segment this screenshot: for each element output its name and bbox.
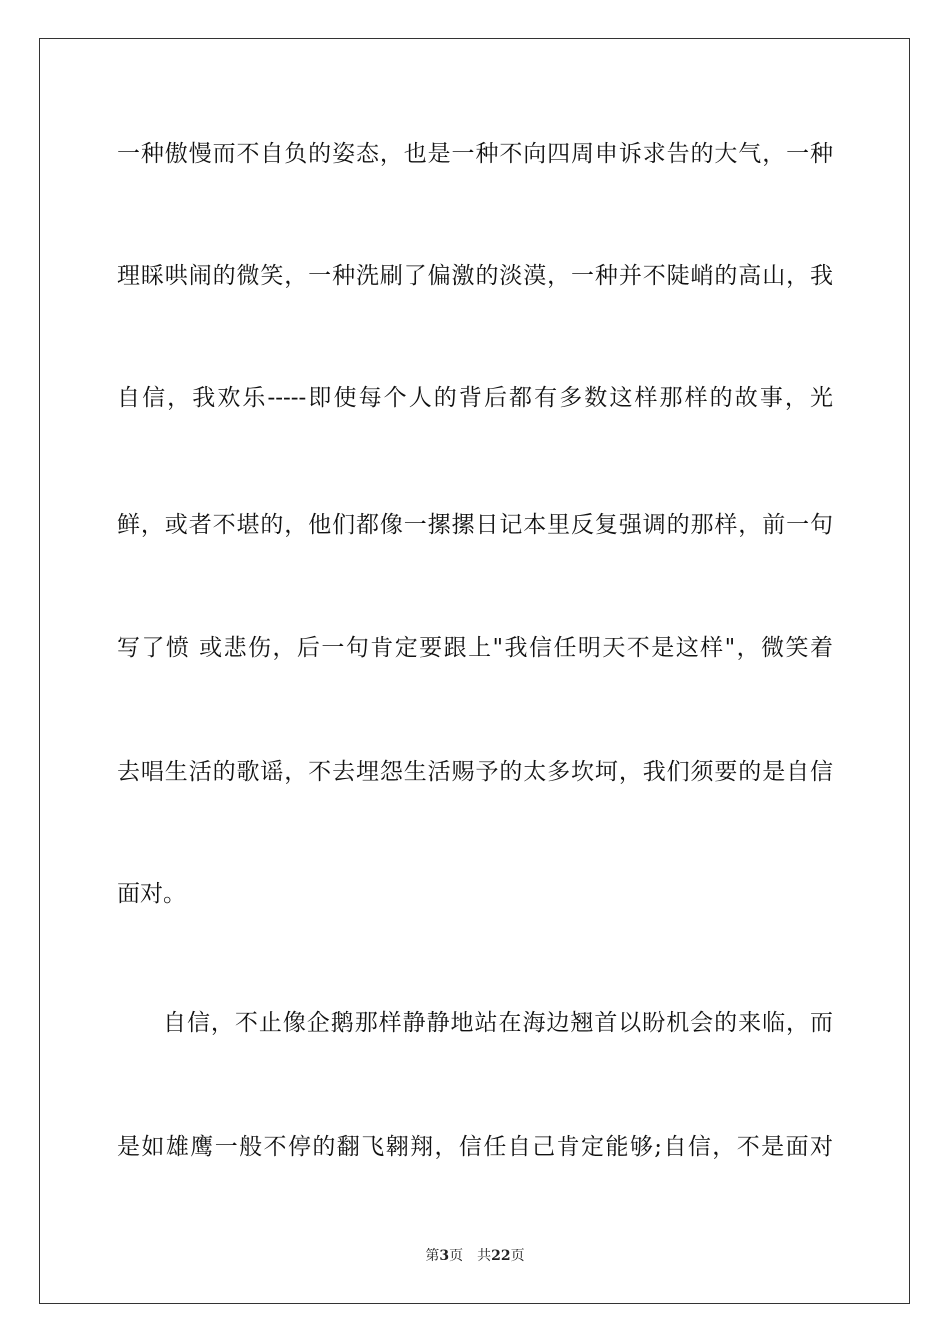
body-text-line-5: 写了愤 或悲伤，后一句肯定要跟上"我信任明天不是这样"，微笑着 [117,635,833,661]
footer-page-suffix: 页 [449,1248,464,1264]
footer-total-suffix: 页 [510,1248,525,1264]
footer-page-prefix: 第 [425,1248,440,1264]
footer-total-prefix: 共 [477,1248,492,1264]
page-number-footer [0,1247,950,1265]
footer-page-total: 22 [491,1248,511,1264]
body-text-line-3: 自信，我欢乐-----即使每个人的背后都有多数这样那样的故事，光 [117,385,833,411]
page-border [39,38,910,1304]
body-text-line-1: 一种傲慢而不自负的姿态，也是一种不向四周申诉求告的大气，一种 [117,141,833,167]
body-text-line-7: 面对。 [117,881,186,907]
body-text-line-6: 去唱生活的歌谣，不去埋怨生活赐予的太多坎坷，我们须要的是自信 [117,759,833,785]
body-text-line-2: 理睬哄闹的微笑，一种洗刷了偏激的淡漠，一种并不陡峭的高山，我 [117,263,833,289]
body-text-line-4: 鲜，或者不堪的，他们都像一摞摞日记本里反复强调的那样，前一句 [117,512,833,538]
footer-page-current: 3 [439,1248,450,1264]
body-text-line-9: 是如雄鹰一般不停的翻飞翱翔，信任自己肯定能够;自信，不是面对 [117,1134,833,1160]
body-text-line-8: 自信，不止像企鹅那样静静地站在海边翘首以盼机会的来临，而 [163,1010,833,1036]
